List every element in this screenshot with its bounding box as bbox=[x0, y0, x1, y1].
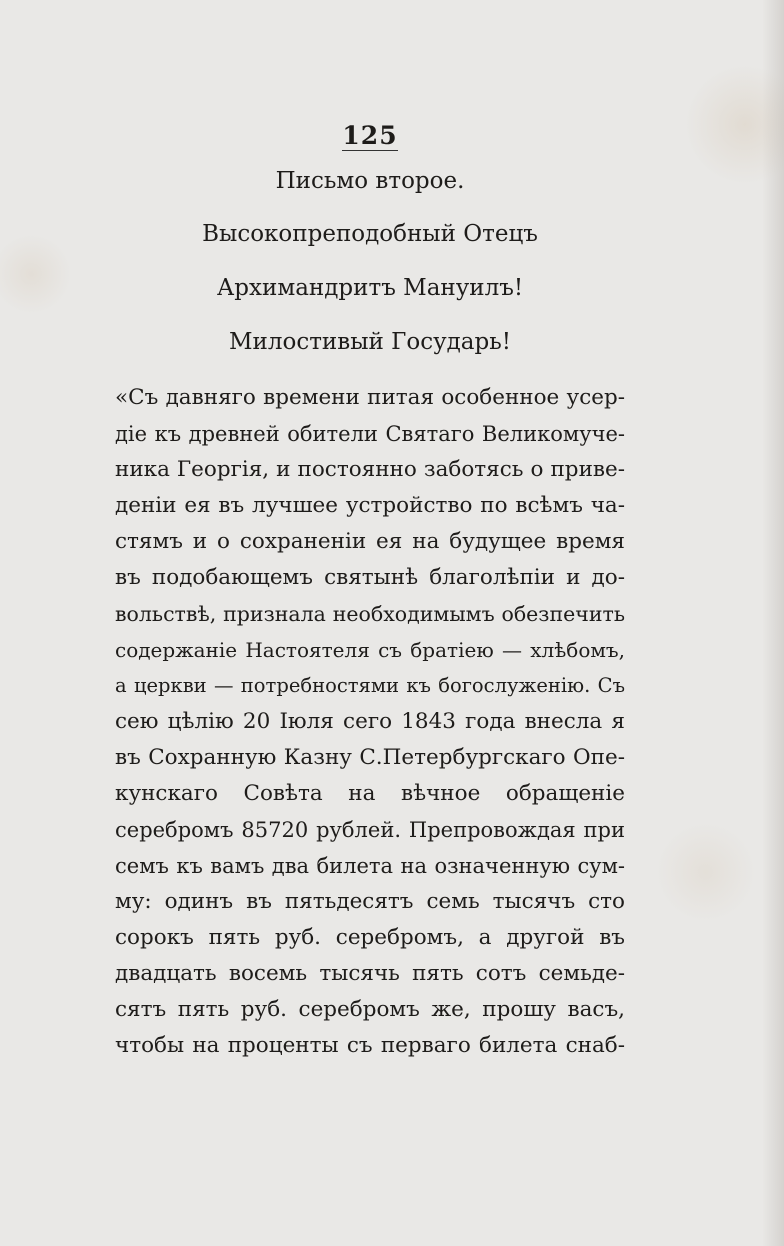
body-text-line: вольствѣ, признала необходимымъ обезпечить bbox=[115, 602, 625, 626]
body-text-line: деніи ея въ лучшее устройство по всѣмъ ча- bbox=[115, 493, 625, 518]
body-text-line: въ подобающемъ святынѣ благолѣпіи и до- bbox=[115, 565, 625, 590]
body-text-line: а церкви — потребностями къ богослуженію. Съ bbox=[115, 674, 625, 697]
body-text-line: двадцать восемь тысячь пять сотъ семьде- bbox=[115, 961, 625, 986]
body-text-line: сорокъ пять руб. серебромъ, а другой въ bbox=[115, 925, 625, 950]
letter-title: Письмо второе. bbox=[275, 168, 465, 194]
page-number-rule bbox=[342, 150, 398, 151]
body-text-line: ника Георгія, и постоянно заботясь о приве- bbox=[115, 457, 625, 482]
body-text-line: кунскаго Совѣта на вѣчное обращеніе bbox=[115, 781, 625, 806]
salutation-line-3: Милостивый Государь! bbox=[228, 329, 512, 355]
body-text-line: серебромъ 85720 рублей. Препровождая при bbox=[115, 818, 625, 842]
body-text-line: стямъ и о сохраненіи ея на будущее время bbox=[115, 529, 625, 554]
body-text-line: содержаніе Настоятеля съ братіею — хлѣбомъ, bbox=[115, 638, 625, 662]
page-number: 125 bbox=[342, 121, 398, 150]
salutation-line-1: Высокопреподобный Отецъ bbox=[202, 221, 538, 247]
body-text-line: му: одинъ въ пятьдесятъ семь тысячъ сто bbox=[115, 889, 625, 914]
body-text-line: діе къ древней обители Святаго Великомуче- bbox=[115, 422, 625, 446]
body-text-line: сятъ пять руб. серебромъ же, прошу васъ, bbox=[115, 997, 625, 1022]
body-text-line: чтобы на проценты съ перваго билета снаб- bbox=[115, 1033, 625, 1058]
page-edge-shadow bbox=[762, 0, 784, 1246]
body-text-line: «Съ давняго времени питая особенное усер- bbox=[115, 385, 625, 410]
body-text-line: сею цѣлію 20 Іюля сего 1843 года внесла я bbox=[115, 709, 625, 734]
body-text-line: въ Сохранную Казну С.Петербургскаго Опе- bbox=[115, 745, 625, 770]
salutation-line-2: Архимандритъ Мануилъ! bbox=[216, 275, 524, 301]
body-text-line: семъ къ вамъ два билета на означенную сум- bbox=[115, 854, 625, 878]
